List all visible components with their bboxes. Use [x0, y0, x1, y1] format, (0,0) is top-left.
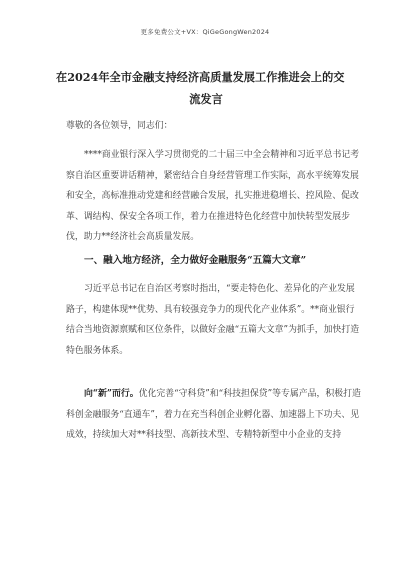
document-title — [56, 66, 356, 110]
salutation: 尊敬的各位领导，同志们： — [66, 121, 173, 131]
paragraph-3 — [66, 384, 362, 446]
section-heading-1: 一、融入地方经济，全力做好金融服务“五篇大文章” — [84, 255, 307, 266]
paragraph-2: 习近平总书记在自治区考察时指出，“要走特色化、差异化的产业发展路子，构建体现**优势、具有较强竞争力的现代化产业体系”。**商业银行结合当地资源禀赋和区位条件，以做好金融“五篇大文章”为抓手，加快打造特色服务体系。 — [66, 284, 360, 356]
title-line-2: 流发言 — [189, 92, 223, 106]
paragraph-1: ****商业银行深入学习贯彻党的二十届三中全会精神和习近平总书记考察自治区重要讲话精神，紧密结合自身经营管理工作实际，高水平统筹发展和安全，高标准推动党建和经营融合发展，扎实推进稳增长、控风险、促改革、调结构、保安全各项工作，着力在推进特色化经营中加快转型发展步伐，助力**经济社会高质量发展。 — [66, 150, 360, 242]
paragraph-3-lead: 向“新”而行。 — [84, 389, 139, 399]
title-line-1: 在2024年全市金融支持经济高质量发展工作推进会上的交 — [56, 70, 345, 84]
paragraph-3-body: 优化完善“守科贷”和“科技担保贷”等专属产品，积极打造科创金融服务“直通车”，着力在充当科创企业孵化器、加速器上下功夫、见成效，持续加大对**科技型、高新技术型、专精特新型中小企业的支持 — [66, 389, 361, 440]
header-note: 更多免费公文+VX：QiGeGongWen2024 — [140, 28, 270, 36]
